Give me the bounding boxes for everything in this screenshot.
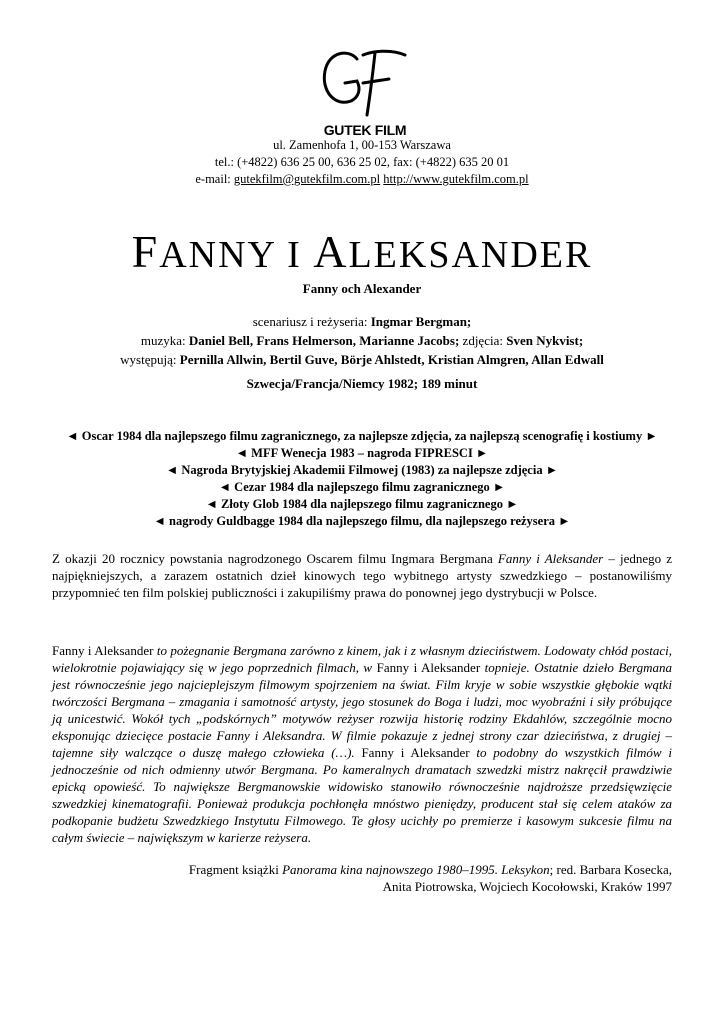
credit-cast <box>0 350 724 369</box>
award-item: ◄ Cezar 1984 dla najlepszego filmu zagranicznego ► <box>218 480 506 494</box>
gutek-film-logo <box>305 45 425 140</box>
review-text-1: to pożegnanie Bergmana zarówno z kinem, jak i z własnym dzieciństwem. Lodowaty chłód postaci, wielokrotnie pojawiający się w jego poprzednich filmach, w <box>52 643 673 675</box>
citation-prefix: Fragment książki <box>188 862 283 877</box>
citation-book: Panorama kina najnowszego 1980–1995. Leksykon <box>282 862 550 877</box>
email-label: e-mail: <box>195 172 231 186</box>
awards-list <box>0 428 724 530</box>
review-film-title-2: Fanny i Aleksander <box>376 660 481 675</box>
award-item: ◄ Oscar 1984 dla najlepszego filmu zagranicznego, za najlepsze zdjęcia, za najlepszą scenografię i kostiumy ► <box>66 429 658 443</box>
review-paragraph <box>52 642 672 846</box>
title-cap-a: A <box>313 226 349 277</box>
review-text-3: to podobny do wszystkich filmów i jednocześnie od nich odmienny utwór Bergmana. Po kameralnych dramatach szwedzki mistrz nakręcił prawdziwie epicką opowieść. To największe Bergmanowskie widowisko stanowiło równocześnie najdroższe przedsięwzięcie szwedzkiej kinematografii. Ponieważ produkcja pochłonęła mnóstwo pieniędzy, producent stał się celem ataków za podkopanie budżetu Szwedzkiego Instytutu Filmowego. Te głosy ucichły po premierze i kasowym sukcesie filmu na całym świecie – największym w karierze reżysera. <box>52 745 672 845</box>
photo-value: Sven Nykvist; <box>506 333 584 348</box>
credit-screenplay <box>0 312 724 331</box>
country-year: Szwecja/Francja/Niemcy 1982; 189 minut <box>246 376 478 391</box>
review-text-2: topnieje. Ostatnie dzieło Bergmana jest równocześnie jego najcieplejszym filmowym spojrzeniem na świat. Film kryje w sobie wszystkie głębokie wątki twórczości Bergmana – zmagania i samotność artysty, jego stosunek do Boga i ludzi, moc wyobraźni i siły próbujące ją unicestwić. Wokół tych „podskórnych” motywów reżyser rozwija historię rodziny Ekdahlów, szczególnie mocno eksponując dziecięce postacie Fanny i Aleksandra. W filmie pokazuje z jednej strony czar dzieciństwa, z drugiej – tajemne siły walczące o duszę małego człowieka (…). <box>52 660 672 760</box>
award-item: ◄ Nagroda Brytyjskiej Akademii Filmowej (1983) za najlepsze zdjęcia ► <box>165 463 559 477</box>
intro-text-2: – jednego z najpiękniejszych, a zarazem ostatnich dzieł kinowych tego wybitnego artysty szwedzkiego – postanowiliśmy przypomnieć ten film polskiej publiczności i zakupiliśmy prawa do ponownej jego dystrybucji w Polsce. <box>52 551 673 600</box>
credit-music-photo <box>0 331 724 350</box>
address-line: ul. Zamenhofa 1, 00-153 Warszawa <box>273 138 451 152</box>
award-item: ◄ Złoty Glob 1984 dla najlepszego filmu zagranicznego ► <box>205 497 519 511</box>
citation-line-2: Anita Piotrowska, Wojciech Kocołowski, Kraków 1997 <box>382 879 672 894</box>
cast-value: Pernilla Allwin, Bertil Guve, Börje Ahlstedt, Kristian Almgren, Allan Edwall <box>179 352 604 367</box>
credits <box>0 312 724 369</box>
gf-monogram-icon <box>305 45 425 123</box>
review-film-title-3: Fanny i Aleksander <box>361 745 470 760</box>
cast-label: występują: <box>120 352 177 367</box>
photo-label: zdjęcia: <box>462 333 503 348</box>
film-title <box>0 225 724 278</box>
original-title: Fanny och Alexander <box>302 281 422 296</box>
award-item: ◄ MFF Wenecja 1983 – nagroda FIPRESCI ► <box>235 446 489 460</box>
review-film-title-1: Fanny i Aleksander <box>52 643 154 658</box>
website-link[interactable]: http://www.gutekfilm.com.pl <box>383 172 529 186</box>
screenplay-value: Ingmar Bergman; <box>370 314 472 329</box>
music-label: muzyka: <box>140 333 186 348</box>
intro-paragraph <box>52 550 672 601</box>
citation-editors: ; red. Barbara Kosecka, <box>549 862 672 877</box>
award-item: ◄ nagrody Guldbagge 1984 dla najlepszego filmu, dla najlepszego reżysera ► <box>153 514 571 528</box>
title-part2: LEKSANDER <box>348 234 593 276</box>
title-part1: ANNY I <box>159 234 314 276</box>
intro-text-1: Z okazji 20 rocznicy powstania nagrodzonego Oscarem filmu Ingmara Bergmana <box>52 551 498 566</box>
citation-line-1 <box>52 861 672 878</box>
phone-line: tel.: (+4822) 636 25 00, 636 25 02, fax: (+4822) 635 20 01 <box>214 155 510 169</box>
citation <box>52 861 672 895</box>
intro-film-title: Fanny i Aleksander <box>497 551 604 566</box>
screenplay-label: scenariusz i reżyseria: <box>252 314 368 329</box>
email-link[interactable]: gutekfilm@gutekfilm.com.pl <box>233 172 381 186</box>
music-value: Daniel Bell, Frans Helmerson, Marianne Jacobs; <box>188 333 460 348</box>
contact-line <box>0 171 724 188</box>
title-cap-f: F <box>131 226 160 277</box>
logo-text: GUTEK FILM <box>323 122 407 138</box>
